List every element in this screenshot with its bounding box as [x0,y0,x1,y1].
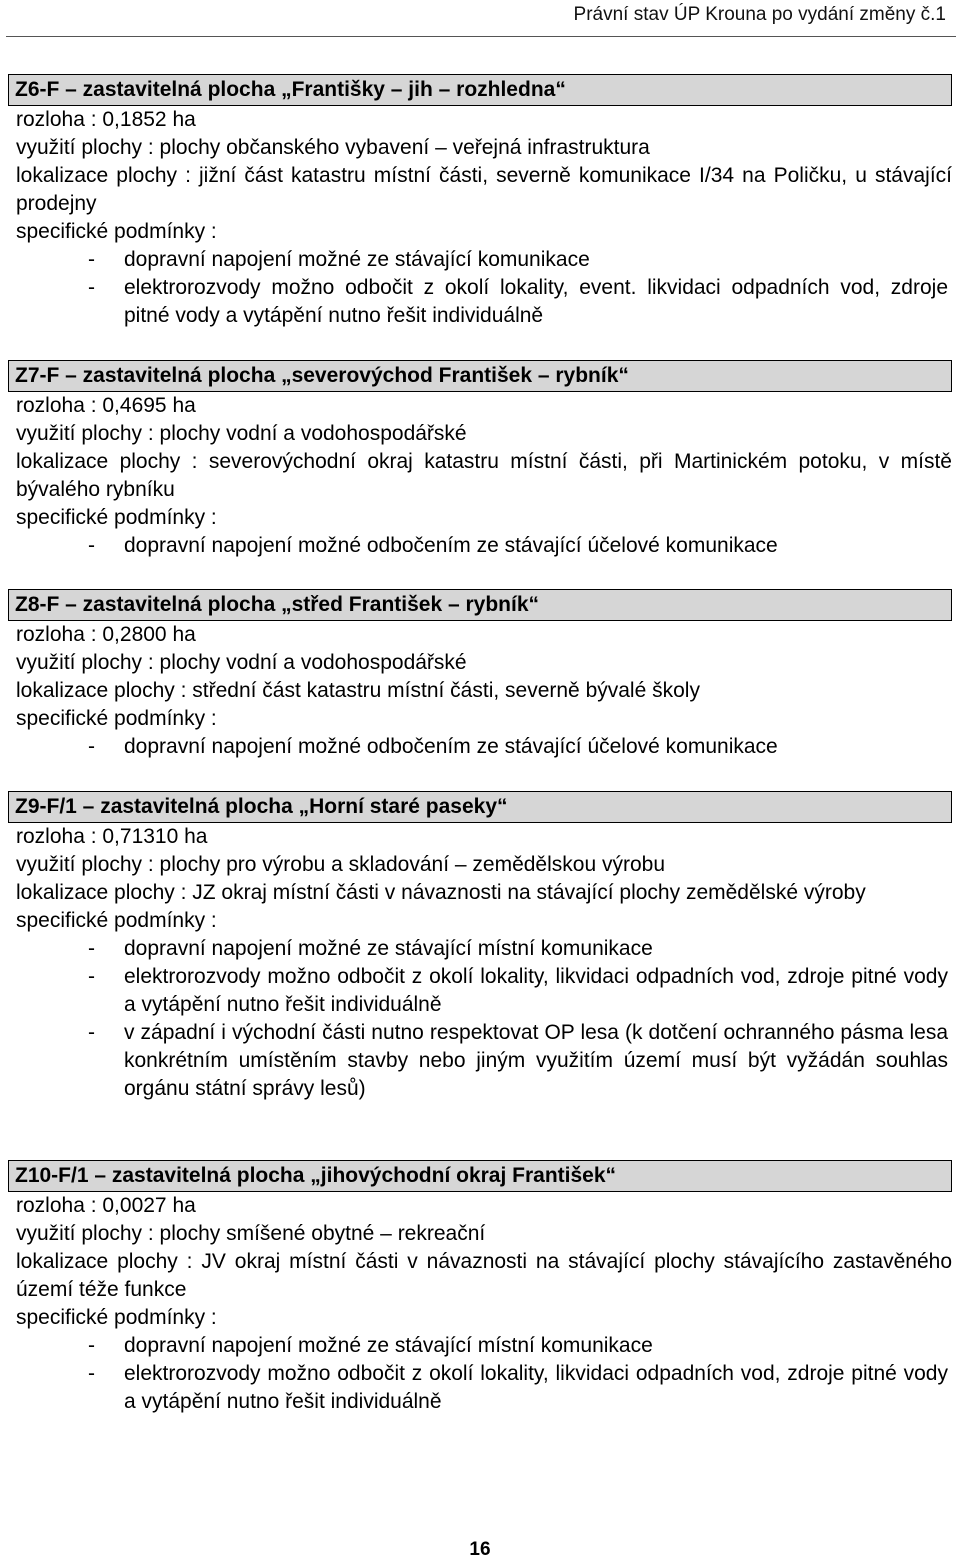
section-z10-f1 [8,1160,952,1416]
section-z9-f1 [8,791,952,1103]
location-line: lokalizace plochy : jižní část katastru místní části, severně komunikace I/34 na Poličku, u stávající prodejny [16,164,952,215]
conditions-label: specifické podmínky : [16,707,217,730]
page-number: 16 [469,1539,491,1560]
location-line: lokalizace plochy : severovýchodní okraj katastru místní části, při Martinickém potoku, v místě bývalého rybníku [16,450,952,501]
running-header: Právní stav ÚP Krouna po vydání změny č.1 [573,4,946,25]
condition-item [8,1360,952,1416]
condition-text: dopravní napojení možné ze stávající místní komunikace [124,937,653,960]
location-line: lokalizace plochy : střední část katastru místní části, severně bývalé školy [16,679,700,702]
condition-item [8,246,952,274]
dash-marker: - [88,1362,95,1385]
condition-item [8,733,952,761]
area-line: rozloha : 0,0027 ha [16,1194,196,1217]
condition-text: dopravní napojení možné odbočením ze stávající účelové komunikace [124,534,778,557]
conditions-label: specifické podmínky : [16,506,217,529]
location-line: lokalizace plochy : JZ okraj místní části v návaznosti na stávající plochy zemědělské výroby [16,881,866,904]
condition-text: dopravní napojení možné ze stávající místní komunikace [124,1334,653,1357]
condition-text: dopravní napojení možné odbočením ze stávající účelové komunikace [124,735,778,758]
condition-text: dopravní napojení možné ze stávající komunikace [124,248,590,271]
dash-marker: - [88,1334,95,1357]
dash-marker: - [88,1021,95,1044]
condition-text: elektrorozvody možno odbočit z okolí lokality, likvidaci odpadních vod, zdroje pitné vody a vytápění nutno řešit individuálně [124,965,948,1016]
area-line: rozloha : 0,2800 ha [16,623,196,646]
header-divider [6,36,956,37]
section-title: Z8-F – zastavitelná plocha „střed František – rybník“ [8,589,952,621]
use-line: využití plochy : plochy pro výrobu a skladování – zemědělskou výrobu [16,853,666,876]
section-z6-f [8,74,952,330]
conditions-label: specifické podmínky : [16,909,217,932]
section-z8-f [8,589,952,761]
condition-text: elektrorozvody možno odbočit z okolí lokality, likvidaci odpadních vod, zdroje pitné vody a vytápění nutno řešit individuálně [124,1362,948,1413]
dash-marker: - [88,248,95,271]
condition-item [8,935,952,963]
use-line: využití plochy : plochy občanského vybavení – veřejná infrastruktura [16,136,650,159]
section-z7-f [8,360,952,560]
condition-text: v západní i východní části nutno respektovat OP lesa (k dotčení ochranného pásma lesa konkrétním umístěním stavby nebo jiným využitím území musí být vyžádán souhlas orgánu státní správy lesů) [124,1021,948,1100]
use-line: využití plochy : plochy vodní a vodohospodářské [16,422,467,445]
dash-marker: - [88,735,95,758]
condition-item [8,1332,952,1360]
condition-item [8,1019,952,1103]
location-line: lokalizace plochy : JV okraj místní části v návaznosti na stávající plochy stávajícího zastavěného území téže funkce [16,1250,952,1301]
condition-text: elektrorozvody možno odbočit z okolí lokality, event. likvidaci odpadních vod, zdroje pitné vody a vytápění nutno řešit individuálně [124,276,948,327]
section-title: Z9-F/1 – zastavitelná plocha „Horní staré paseky“ [8,791,952,823]
dash-marker: - [88,276,95,299]
section-title: Z7-F – zastavitelná plocha „severovýchod František – rybník“ [8,360,952,392]
condition-item [8,532,952,560]
area-line: rozloha : 0,71310 ha [16,825,208,848]
dash-marker: - [88,534,95,557]
area-line: rozloha : 0,4695 ha [16,394,196,417]
condition-item [8,963,952,1019]
dash-marker: - [88,965,95,988]
conditions-label: specifické podmínky : [16,1306,217,1329]
condition-item [8,274,952,330]
conditions-label: specifické podmínky : [16,220,217,243]
use-line: využití plochy : plochy smíšené obytné – rekreační [16,1222,486,1245]
dash-marker: - [88,937,95,960]
section-title: Z10-F/1 – zastavitelná plocha „jihovýchodní okraj František“ [8,1160,952,1192]
area-line: rozloha : 0,1852 ha [16,108,196,131]
use-line: využití plochy : plochy vodní a vodohospodářské [16,651,467,674]
section-title: Z6-F – zastavitelná plocha „Františky – jih – rozhledna“ [8,74,952,106]
